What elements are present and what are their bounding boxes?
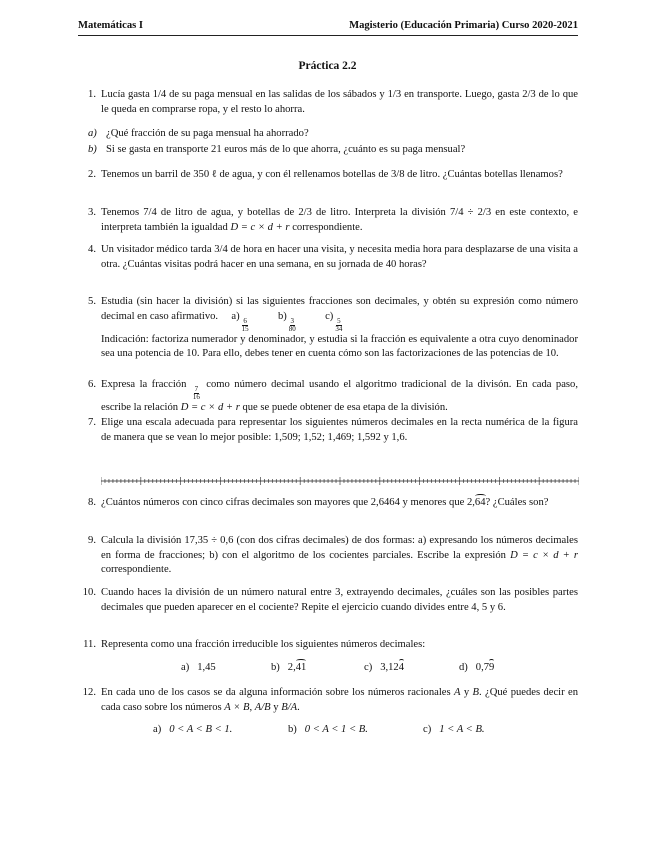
fraction-a: a) $\frac{6}{15}$	[231, 310, 249, 333]
exercise-number: 1.	[88, 89, 96, 100]
case-a: a) 0 < A < B < 1.	[153, 724, 233, 736]
exercise-text: Representa como una fracción irreducible los siguientes números decimales:	[101, 639, 426, 650]
exercise-text: Tenemos un barril de 350 ℓ de agua, y con él rellenamos botellas de 3/8 de litro. ¿Cuántas botellas llenamos?	[101, 169, 563, 180]
exercise-2: 2. Tenemos un barril de 350 ℓ de agua, y con él rellenamos botellas de 3/8 de litro. ¿Cuántas botellas llenamos?	[88, 169, 563, 180]
course-name: Matemáticas I	[78, 20, 144, 31]
course-details: Magisterio (Educación Primaria) Curso 2020-2021	[349, 20, 578, 31]
option-b: b) 2,41	[271, 661, 364, 676]
exercise-6: 6. Expresa la fracción $\frac{7}{16}$ como número decimal usando el algoritmo tradicional de la divisón. En cada paso, escribe la relación D = c × d + r que se puede obtener de esa etapa de la división.	[88, 379, 578, 413]
case-options	[78, 723, 578, 738]
option-c: c) 3,124	[364, 661, 459, 676]
exercise-8: 8. ¿Cuántos números con cinco cifras decimales son mayores que 2,6464 y menores que 2,64? ¿Cuáles son?	[78, 496, 578, 511]
exercise-11: 11. Representa como una fracción irreducible los siguientes números decimales: a) 1,45 b) 2,41 c) 3,124 d) 0,79	[78, 638, 578, 675]
hint-text: Indicación: factoriza numerador y denominador, y estudia si la fracción es equivalente a otra cuyo denominador sea una potencia de 10. Para ello, debes tener en cuenta cómo son las factorizaciones de las potencias de 10.	[101, 333, 578, 360]
exercise-4: 4. Un visitador médico tarda 3/4 de hora en hacer una visita, y necesita media hora para desplazarse de una visita a otra. ¿Cuántas visitas podrá hacer en una semana, en su jornada de 40 horas?	[88, 244, 578, 270]
exercise-9: 9. Calcula la división 17,35 ÷ 0,6 (con dos cifras decimales) de dos formas: a) expresando los números decimales en forma de fracciones; b) con el algoritmo de los cocientes parciales. Escribe la expresión D = c × d + r correspondiente.	[88, 535, 578, 576]
exercise-text: Un visitador médico tarda 3/4 de hora en hacer una visita, y necesita media hora para desplazarse de una visita a otra. ¿Cuántas visitas podrá hacer en una semana, en su jornada de 40 horas?	[101, 244, 578, 270]
fraction-c: c) $\frac{5}{34}$	[325, 310, 343, 333]
exercise-10: 10. Cuando haces la división de un número natural entre 3, extrayendo decimales, ¿cuáles son las posibles partes decimales que pueden aparecer en el cociente? Repite el ejercicio cuando divides entre 4, 5 y 6.	[82, 587, 578, 613]
exercise-5: 5. Estudia (sin hacer la división) si las siguientes fracciones son decimales, y obtén su expresión como número decimal en caso afirmativo. a) $\frac{6}{15}$ b) $\frac{3}{80}$ c) $\frac{5}{34}$ Indicación: factoriza numerador y denominador, y estudia si la fracción es equivalente a otra cuyo denominador sea una potencia de 10. Para ello, debes tener en cuenta cómo son las factorizaciones de las potencias de 10.	[78, 295, 578, 362]
option-d: d) 0,79	[459, 661, 494, 676]
decimal-options	[78, 661, 578, 676]
page-header	[78, 19, 578, 36]
exercise-1	[78, 88, 578, 157]
division-equation: D = c × d + r	[230, 221, 290, 233]
case-b: b) 0 < A < 1 < B.	[288, 724, 368, 736]
case-c: c) 1 < A < B.	[423, 724, 485, 736]
exercise-12: 12. En cada uno de los casos se da alguna información sobre los números racionales A y B. ¿Qué puedes decir en cada caso sobre los números A × B, A/B y B/A. a) 0 < A < B < 1. b) 0 < A < 1 < B. c) 1 < A < B.	[78, 686, 578, 738]
repeating-digits: 64	[475, 496, 486, 511]
exercise-text: Elige una escala adecuada para representar los siguientes números decimales en la recta numérica de la figura de manera que se vean lo mejor posible: 1,509; 1,52; 1,469; 1,592 y 1,6.	[101, 417, 578, 443]
exercise-7: 7. Elige una escala adecuada para representar los siguientes números decimales en la recta numérica de la figura de manera que se vean lo mejor posible: 1,509; 1,52; 1,469; 1,592 y 1,6.	[88, 417, 578, 443]
subquestion-b: b) Si se gasta en transporte 21 euros más de lo que ahorra, ¿cuánto es su paga mensual?	[88, 143, 466, 155]
option-a: a) 1,45	[181, 661, 216, 673]
exercise-3: 3. Tenemos 7/4 de litro de agua, y botellas de 2/3 de litro. Interpreta la división 7/4 ÷ 2/3 en este contexto, e interpreta también la igualdad D = c × d + r correspondiente.	[88, 207, 578, 233]
exercise-text: Lucía gasta 1/4 de su paga mensual en las salidas de los sábados y 1/3 en transporte. Luego, gasta 2/3 de lo que le queda en comprarse ropa, y el resto lo ahorra.	[101, 89, 578, 115]
fraction-7-16: $\frac{7}{16}$	[192, 385, 200, 401]
subquestion-a: a) ¿Qué fracción de su paga mensual ha ahorrado?	[88, 128, 309, 140]
number-line	[101, 475, 579, 487]
page-title: Práctica 2.2	[298, 60, 357, 72]
fraction-b: b) $\frac{3}{80}$	[277, 310, 296, 333]
exercise-text: Cuando haces la división de un número natural entre 3, extrayendo decimales, ¿cuáles son las posibles partes decimales que pueden aparecer en el cociente? Repite el ejercicio cuando divides entre 4, 5 y 6.	[101, 587, 578, 613]
